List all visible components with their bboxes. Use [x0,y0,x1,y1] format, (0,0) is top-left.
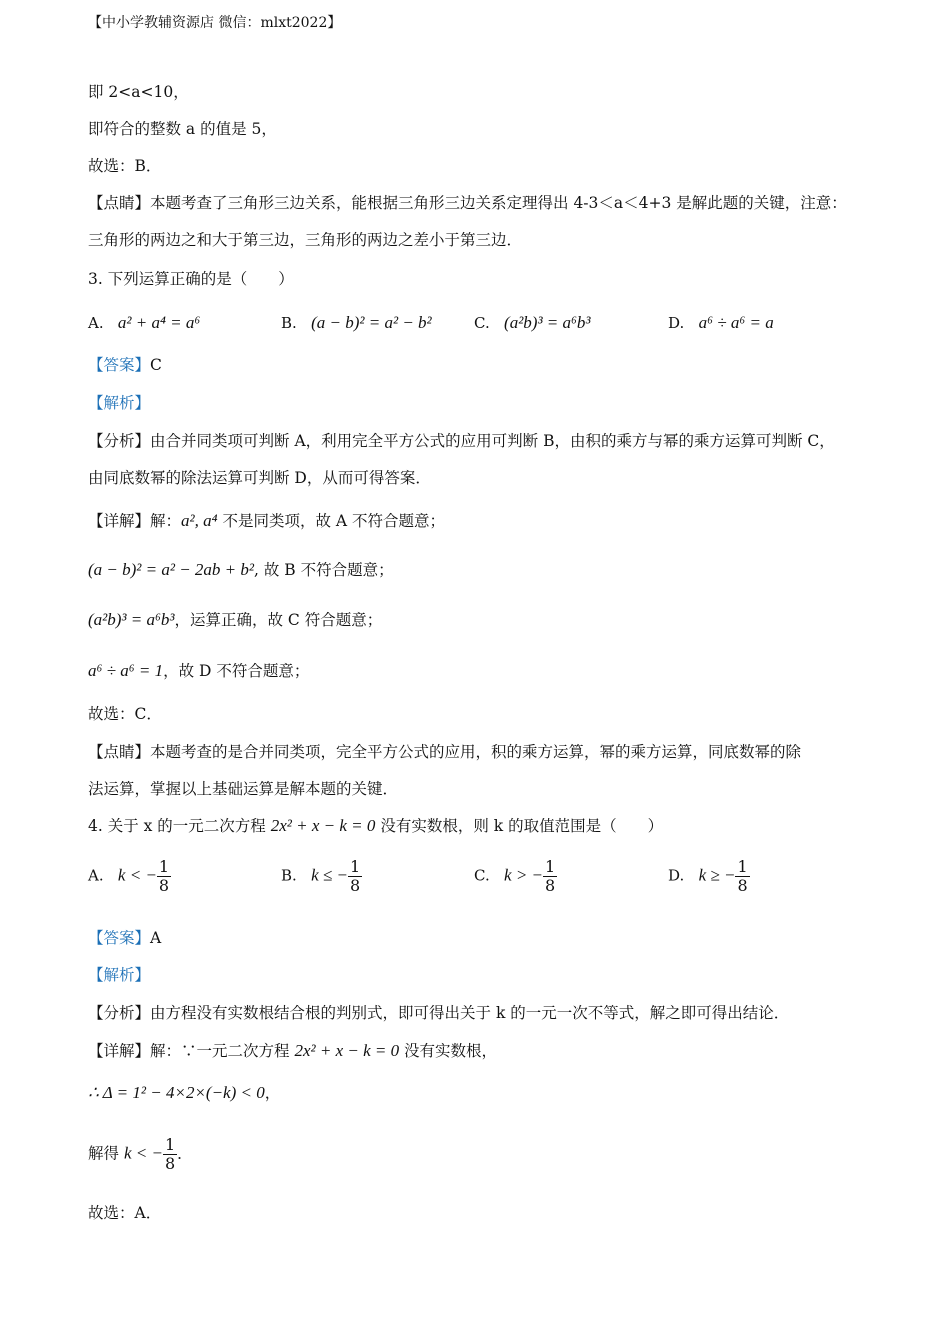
text-line: 【分析】由合并同类项可判断 A，利用完全平方公式的应用可判断 B，由积的乘方与幂的乘方运算可判断 C， [88,432,835,450]
option-d: D. a⁶ ÷ a⁶ = a [668,313,774,332]
answer-line [88,927,161,949]
text-line: 故选：C． [88,705,162,723]
text-line: 故选：B． [88,157,162,175]
option-b: B. k ≤ − $\frac{1}{8}$ [281,857,361,895]
text-line: 即符合的整数 a 的值是 5， [88,120,277,138]
text-line: 法运算，掌握以上基础运算是解本题的关键． [88,780,399,798]
text-line: 【分析】由方程没有实数根结合根的判别式，即可得出关于 k 的一元一次不等式，解之即可得出结论． [88,1004,790,1022]
option-c: C. (a²b)³ = a⁶b³ [474,313,591,332]
text-line: 三角形的两边之和大于第三边，三角形的两边之差小于第三边． [88,231,523,249]
math-line: ∴ Δ = 1² − 4×2×(−k) < 0， [88,1083,281,1102]
answer-line [88,354,162,376]
section-tag: 【点睛】 [88,194,151,212]
answer-value: C [150,356,162,374]
option-a: A. a² + a⁴ = a⁶ [88,313,201,332]
math-line: (a − b)² = a² − 2ab + b², 故 B 不符合题意； [88,560,394,579]
analysis-tag: 【解析】 [88,394,151,412]
text-line: 由同底数幂的除法运算可判断 D，从而可得答案． [88,469,431,487]
option-c: C. k > − $\frac{1}{8}$ [474,857,556,895]
option-d: D. k ≥ − $\frac{1}{8}$ [668,857,748,895]
text-line: 故选：A． [88,1204,162,1222]
page-header: 【中小学教辅资源店 微信：mlxt2022】 [88,15,342,31]
text-line: 【详解】解：∵一元二次方程 2x² + x − k = 0 没有实数根， [88,1041,498,1060]
math-line: 解得 k < − $\frac{1}{8}$ ． [88,1135,193,1173]
analysis-tag: 【解析】 [88,966,151,984]
text-line: 【详解】解：a², a⁴ 不是同类项，故 A 不符合题意； [88,511,446,530]
option-a: A. k < − $\frac{1}{8}$ [88,857,170,895]
answer-value: A [150,929,162,947]
text-line: 即 2<a<10， [88,83,189,101]
text-line: 【点睛】本题考查的是合并同类项，完全平方公式的应用，积的乘方运算，幂的乘方运算，同底数幂的除 [88,743,802,761]
text-line: 【点睛】本题考查了三角形三边关系，能根据三角形三边关系定理得出 4-3＜a＜4+3 是解此题的关键，注意： [88,194,847,212]
answer-tag: 【答案】 [88,929,151,947]
math-line: (a²b)³ = a⁶b³，运算正确，故 C 符合题意； [88,610,383,629]
question-3: 3. 下列运算正确的是（ ） [88,270,294,288]
answer-tag: 【答案】 [88,356,151,374]
math-line: a⁶ ÷ a⁶ = 1，故 D 不符合题意； [88,661,310,680]
option-b: B. (a − b)² = a² − b² [281,313,432,332]
question-4: 4. 关于 x 的一元二次方程 2x² + x − k = 0 没有实数根，则 k 的取值范围是（ ） [88,816,664,835]
